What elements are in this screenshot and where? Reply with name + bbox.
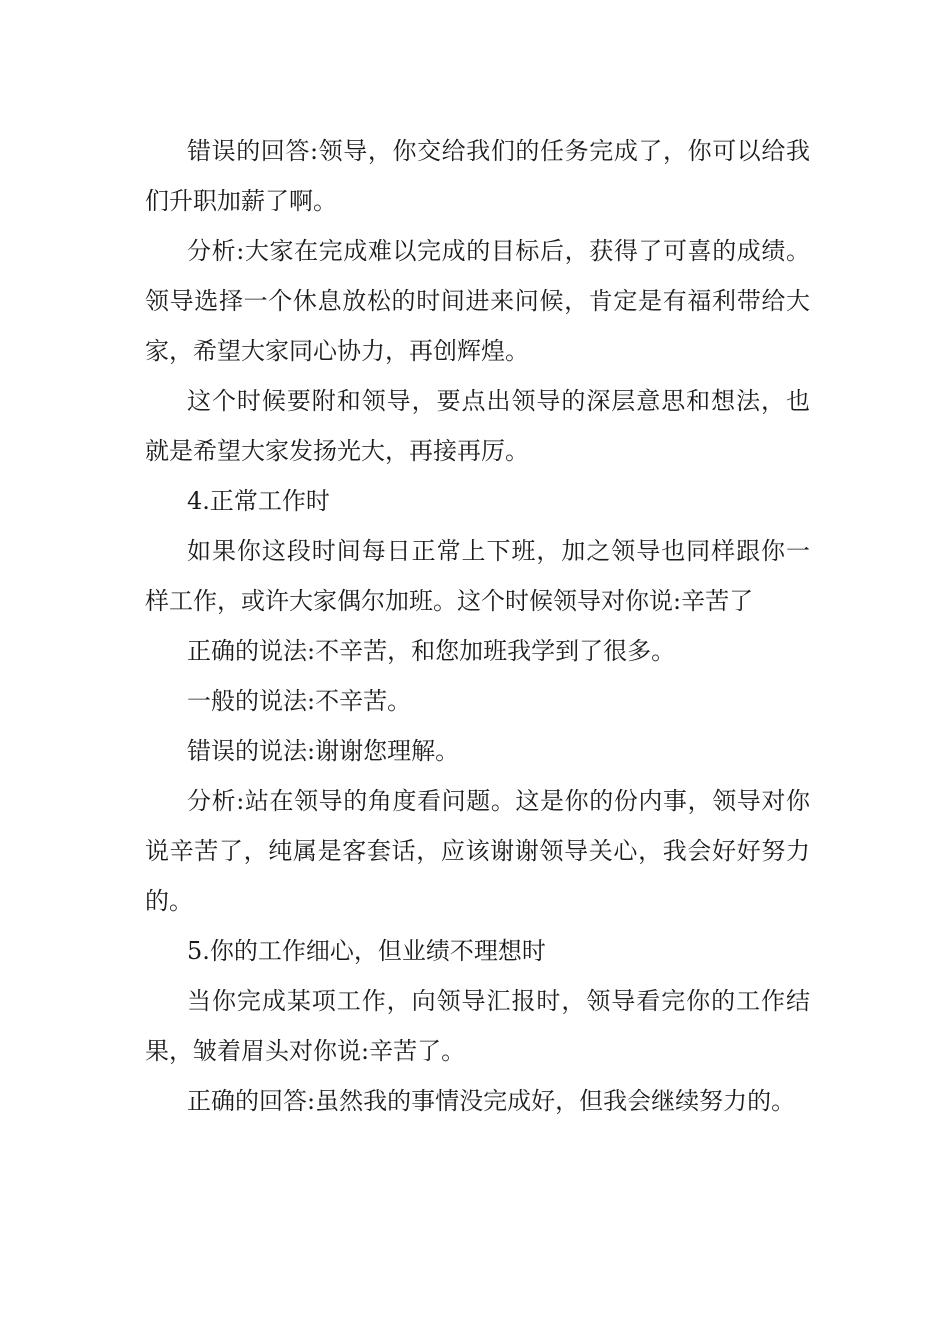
section-heading-5: 5.你的工作细心，但业绩不理想时 (187, 937, 546, 965)
paragraph-wrong-answer: 错误的回答:领导，你交给我们的任务完成了，你可以给我们升职加薪了啊。 (145, 137, 810, 215)
section-heading-4: 4.正常工作时 (187, 487, 330, 515)
paragraph-analysis: 分析:大家在完成难以完成的目标后，获得了可喜的成绩。领导选择一个休息放松的时间进来问候，肯定是有福利带给大家，希望大家同心协力，再创辉煌。 (145, 237, 810, 365)
paragraph-correct-saying: 正确的说法:不辛苦，和您加班我学到了很多。 (187, 637, 676, 665)
paragraph-scenario: 如果你这段时间每日正常上下班，加之领导也同样跟你一样工作，或许大家偶尔加班。这个时候领导对你说:辛苦了 (145, 537, 810, 615)
paragraph-normal-saying: 一般的说法:不辛苦。 (187, 687, 412, 715)
paragraph-advice: 这个时候要附和领导，要点出领导的深层意思和想法，也就是希望大家发扬光大，再接再厉。 (145, 387, 810, 465)
paragraph-wrong-saying: 错误的说法:谢谢您理解。 (187, 737, 460, 765)
paragraph-analysis-2: 分析:站在领导的角度看问题。这是你的份内事，领导对你说辛苦了，纯属是客套话，应该谢谢领导关心，我会好好努力的。 (145, 787, 810, 915)
document-body (145, 126, 810, 1126)
paragraph-correct-answer: 正确的回答:虽然我的事情没完成好，但我会继续努力的。 (187, 1087, 796, 1115)
paragraph-scenario-2: 当你完成某项工作，向领导汇报时，领导看完你的工作结果，皱着眉头对你说:辛苦了。 (145, 987, 810, 1065)
